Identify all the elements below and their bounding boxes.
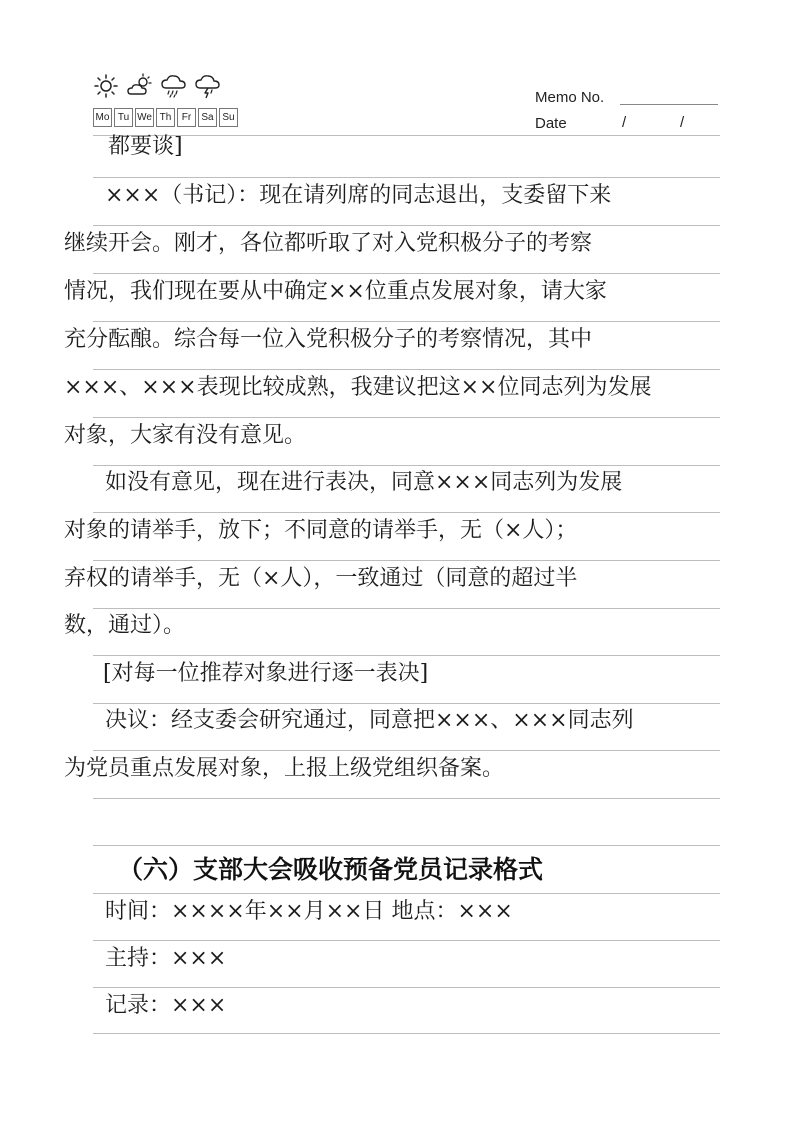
text-line: 为党员重点发展对象，上报上级党组织备案。 <box>64 756 505 781</box>
text-line: [对每一位推荐对象进行逐一表决] <box>103 661 429 686</box>
date-separator: / <box>622 114 627 131</box>
day-we[interactable]: We <box>135 108 154 127</box>
text-line: 决议：经支委会研究通过，同意把×××、×××同志列 <box>105 708 634 733</box>
ruled-line <box>93 940 720 941</box>
text-line: 数，通过）。 <box>64 613 186 638</box>
weekday-boxes <box>93 108 240 127</box>
memo-no-label: Memo No. <box>535 89 605 106</box>
ruled-line <box>93 845 720 846</box>
partly-cloudy-icon <box>127 73 153 99</box>
text-line: 弃权的请举手，无（×人），一致通过（同意的超过半 <box>64 566 578 591</box>
memo-no-field[interactable] <box>620 104 718 105</box>
ruled-line <box>93 703 720 704</box>
text-line: 情况，我们现在要从中确定××位重点发展对象，请大家 <box>64 279 607 304</box>
day-su[interactable]: Su <box>219 108 238 127</box>
rain-cloud-icon <box>161 73 187 99</box>
field-host: 主持：××× <box>105 946 227 971</box>
ruled-line <box>93 560 720 561</box>
field-time-location: 时间：××××年××月××日 地点：××× <box>105 899 513 924</box>
sun-icon <box>93 73 119 99</box>
ruled-line <box>93 893 720 894</box>
ruled-line <box>93 1033 720 1034</box>
text-line: 都要谈] <box>108 134 183 159</box>
ruled-line <box>93 798 720 799</box>
ruled-line <box>93 177 720 178</box>
ruled-line <box>93 273 720 274</box>
day-mo[interactable]: Mo <box>93 108 112 127</box>
day-fr[interactable]: Fr <box>177 108 196 127</box>
date-label: Date <box>535 115 567 132</box>
ruled-line <box>93 369 720 370</box>
ruled-line <box>93 465 720 466</box>
thunderstorm-icon <box>195 73 221 99</box>
ruled-line <box>93 417 720 418</box>
ruled-line <box>93 135 720 136</box>
section-title: （六）支部大会吸收预备党员记录格式 <box>118 855 544 884</box>
day-th[interactable]: Th <box>156 108 175 127</box>
text-line: 继续开会。刚才，各位都听取了对入党积极分子的考察 <box>64 231 593 256</box>
ruled-line <box>93 655 720 656</box>
field-recorder: 记录：××× <box>105 993 227 1018</box>
text-line: 如没有意见，现在进行表决，同意×××同志列为发展 <box>105 470 623 495</box>
text-line: 充分酝酿。综合每一位入党积极分子的考察情况，其中 <box>64 327 593 352</box>
date-separator: / <box>680 114 685 131</box>
text-line: ×××、×××表现比较成熟，我建议把这××位同志列为发展 <box>64 375 652 400</box>
ruled-line <box>93 225 720 226</box>
day-tu[interactable]: Tu <box>114 108 133 127</box>
text-line: 对象，大家有没有意见。 <box>64 423 307 448</box>
day-sa[interactable]: Sa <box>198 108 217 127</box>
ruled-line <box>93 608 720 609</box>
ruled-line <box>93 321 720 322</box>
text-line: ×××（书记）：现在请列席的同志退出，支委留下来 <box>105 183 612 208</box>
ruled-line <box>93 750 720 751</box>
text-line: 对象的请举手，放下；不同意的请举手，无（×人）； <box>64 518 578 543</box>
ruled-line <box>93 512 720 513</box>
ruled-line <box>93 987 720 988</box>
